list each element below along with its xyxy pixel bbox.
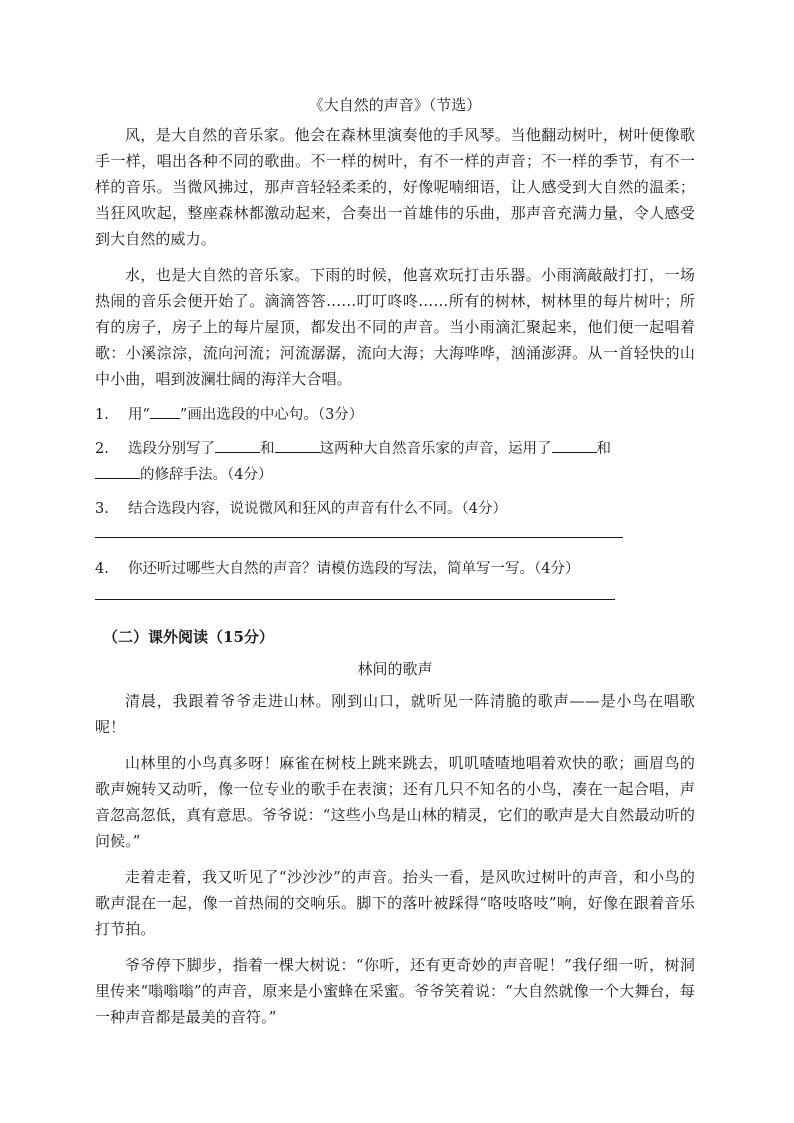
- question-text: 和: [260, 441, 275, 457]
- question-text: 选段分别写了: [128, 441, 215, 457]
- answer-blank[interactable]: [275, 436, 320, 453]
- worksheet-page: [95, 92, 695, 1040]
- story-paragraph-2: 山林里的小鸟真多呀！麻雀在树枝上跳来跳去，叽叽喳喳地唱着欢快的歌；画眉鸟的歌声婉转又动听，像一位专业的歌手在表演；还有几只不知名的小鸟，凑在一起合唱，声音忽高忽低，真有意思。爷爷说：“这些小鸟是山林的精灵，它们的歌声是大自然最动听的问候。”: [95, 754, 695, 850]
- answer-blank[interactable]: [150, 402, 180, 419]
- question-text: ”画出选段的中心句。（3分）: [179, 407, 364, 423]
- question-1: [95, 402, 695, 428]
- passage-title: 《大自然的声音》（节选）: [308, 96, 482, 114]
- question-text: 的修辞手法。（4分）: [140, 467, 273, 483]
- story-paragraph-1: 清晨，我跟着爷爷走进山林。刚到山口，就听见一阵清脆的歌声——是小鸟在唱歌呢！: [95, 692, 695, 736]
- question-text: 你还听过哪些大自然的声音？请模仿选段的写法，简单写一写。（4分）: [128, 561, 580, 577]
- question-text: 结合选段内容，说说微风和狂风的声音有什么不同。（4分）: [128, 501, 507, 517]
- story-paragraph-3: 走着走着，我又听见了“沙沙沙”的声音。抬头一看，是风吹过树叶的声音，和小鸟的歌声混在一起，像一首热闹的交响乐。脚下的落叶被踩得“咯吱咯吱”响，好像在跟着音乐打节拍。: [95, 868, 695, 938]
- passage-paragraph-1: 风，是大自然的音乐家。他会在森林里演奏他的手风琴。当他翻动树叶，树叶便像歌手一样，唱出各种不同的歌曲。不一样的树叶，有不一样的声音；不一样的季节，有不一样的音乐。当微风拂过，那声音轻轻柔柔的，好像呢喃细语，让人感受到大自然的温柔；当狂风吹起，整座森林都激动起来，合奏出一首雄伟的乐曲，那声音充满力量，令人感受到大自然的威力。: [95, 126, 695, 248]
- answer-line[interactable]: [95, 536, 623, 538]
- passage-paragraph-2: 水，也是大自然的音乐家。下雨的时候，他喜欢玩打击乐器。小雨滴敲敲打打，一场热闹的音乐会便开始了。滴滴答答……叮叮咚咚……所有的树林，树林里的每片树叶；所有的房子，房子上的每片屋顶，都发出不同的声音。当小雨滴汇聚起来，他们便一起唱着歌：小溪淙淙，流向河流；河流潺潺，流向大海；大海哗哗，汹涌澎湃。从一首轻快的山中小曲，唱到波澜壮阔的海洋大合唱。: [95, 266, 695, 388]
- question-number: 4.: [95, 561, 109, 577]
- question-text: 和: [596, 441, 611, 457]
- story-paragraph-4: 爷爷停下脚步，指着一棵大树说：“你听，还有更奇妙的声音呢！”我仔细一听，树洞里传来“嗡嗡嗡”的声音，原来是小蜜蜂在采蜜。爷爷笑着说：“大自然就像一个大舞台，每一种声音都是最美的音符。”: [95, 956, 695, 1026]
- question-number: 3.: [95, 501, 109, 517]
- story-title: 林间的歌声: [357, 660, 433, 678]
- answer-blank[interactable]: [552, 436, 597, 453]
- question-text: 用“: [128, 407, 150, 423]
- answer-blank[interactable]: [95, 462, 140, 479]
- question-4: [95, 556, 695, 582]
- question-number: 1.: [95, 407, 109, 423]
- question-number: 2.: [95, 441, 109, 457]
- question-3: [95, 496, 695, 522]
- answer-line[interactable]: [95, 598, 615, 600]
- question-text: 这两种大自然音乐家的声音，运用了: [319, 441, 552, 457]
- section-title: （二）课外阅读（15分）: [103, 628, 274, 646]
- answer-blank[interactable]: [215, 436, 260, 453]
- question-2: [95, 436, 695, 488]
